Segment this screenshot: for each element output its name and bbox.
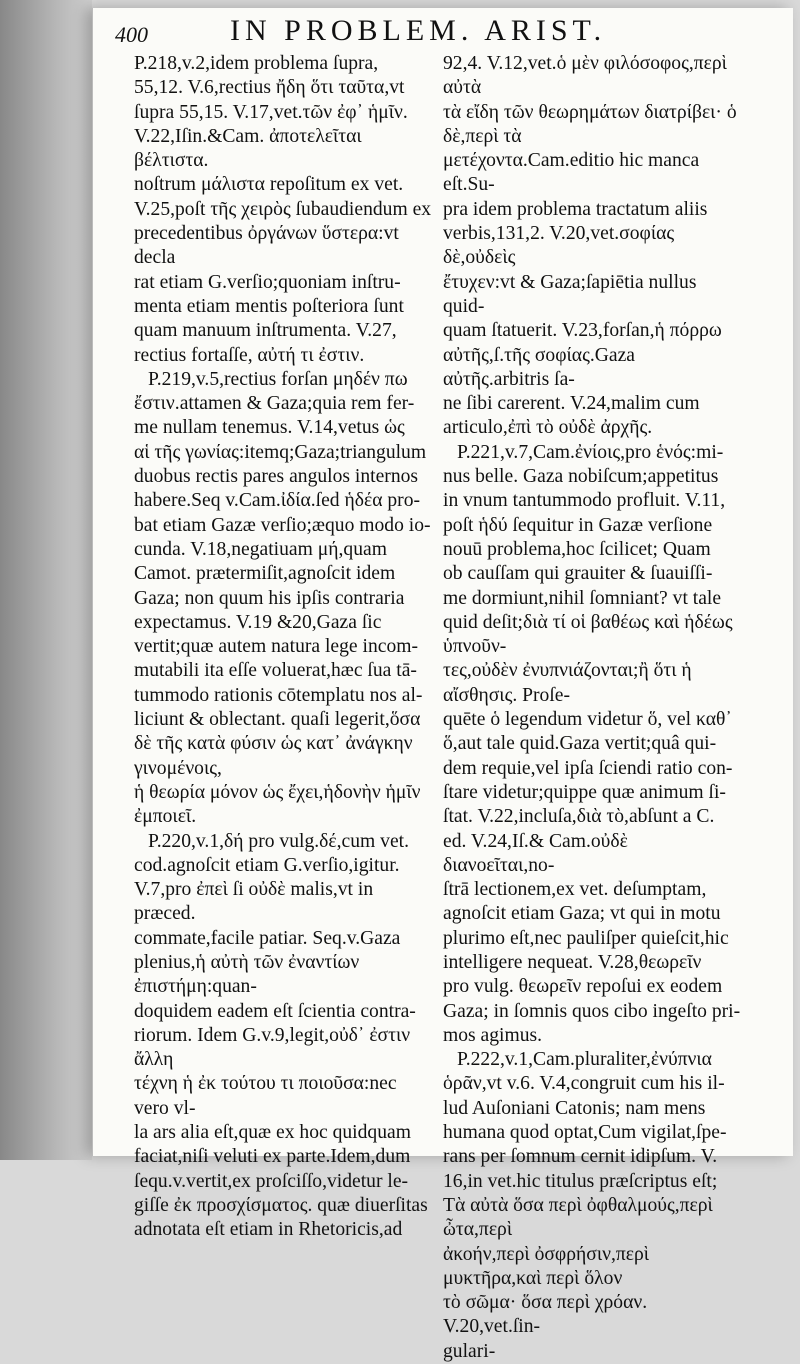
paragraph: P.220,v.1,δή pro vulg.δέ,cum vet. cod.agnoſcit etiam G.verſio,igitur. V.7,pro ἐπεὶ ſi οὐδὲ malis,vt in præced. commate,facile patiar. Seq.v.Gaza plenius,ἡ αὐτὴ τῶν ἐναντίων ἐπιστήμη:quan- doquidem eadem eſt ſcientia contra- riorum. Idem G.v.9,legit,οὐδ᾽ ἐστιν ἄλλη τέχνη ἡ ἐκ τούτου τι ποιοῦσα:nec vero vl- la ars alia eſt,quæ ex hoc quidquam faciat,niſi veluti ex parte.Idem,dum ſequ.v.vertit,ex proſciſſo,videtur le- giſſe ἐκ προσχίσματος. quæ diuerſitas adnotata eſt etiam in Rhetoricis,ad <box>134 830 428 1241</box>
paragraph: P.221,v.7,Cam.ἐνίοις,pro ἑνός:mi- nus belle. Gaza nobiſcum;appetitus in vnum tantummodo profluit. V.11, poſt ἡδύ ſequitur in Gazæ verſione nouū problema,hoc ſcilicet; Quam ob cauſſam qui grauiter & ſuauiſſi- me dormiunt,nihil ſomniant? vt tale quid deſit;διὰ τί οἱ βαθέως καὶ ἡδέως ὑπνοῦν- τες,οὐδὲν ἐνυπνιάζονται;ἢ ὅτι ἡ αἴσθησις. Proſe- quēte ὁ legendum videtur ὅ, vel καθ᾽ ὅ,aut tale quid.Gaza vertit;quâ qui- dem requie,vel ipſa ſciendi ratio con- ſtare videtur;quippe quæ animum ſi- ſtat. V.22,incluſa,διὰ τὸ,abſunt a C. ed. V.24,Iſ.& Cam.οὐδὲ διανοεῖται,no- ſtrā lectionem,ex vet. deſumptam, agnoſcit etiam Gaza; vt qui in motu plurimo eſt,nec pauliſper quieſcit,hic intelligere nequeat. V.28,θεωρεῖν pro vulg. θεωρεῖν repoſui ex eodem Gaza; in ſomnis quos cibo ingeſto pri- mos agimus. <box>443 441 741 1046</box>
right-text-column <box>443 52 741 1364</box>
paragraph: P.222,v.1,Cam.pluraliter,ἐνύπνια ὁρᾶν,vt v.6. V.4,congruit cum his il- lud Auſoniani Catonis; nam mens humana quod optat,Cum vigilat,ſpe- rans per ſomnum cernit idipſum. V. 16,in vet.hic titulus præſcriptus eſt; Τὰ αὐτὰ ὅσα περὶ ὀφθαλμούς,περὶ ὦτα,περὶ ἀκοήν,περὶ ὀσφρήσιν,περὶ μυκτῆρα,καὶ περὶ ὅλον τὸ σῶμα· ὅσα περὶ χρόαν. V.20,vet.ſin- gulari- <box>443 1049 727 1362</box>
page-header <box>115 12 795 52</box>
paragraph: P.219,v.5,rectius forſan μηδέν πω ἔστιν.attamen & Gaza;quia rem fer- me nullam tenemus. V.14,vetus ὡς αἱ τῆς γωνίας:itemq;Gaza;triangulum duobus rectis pares angulos internos habere.Seq v.Cam.ἰδία.ſed ἡδέα pro- bat etiam Gazæ verſio;æquo modo io- cunda. V.18,negatiuam μή,quam Camot. prætermiſit,agnoſcit idem Gaza; non quum his ipſis contraria expectamus. V.19 &20,Gaza ſic vertit;quæ autem natura lege incom- mutabili ita eſſe voluerat,hæc ſua tā- tummodo rationis cōtemplatu nos al- liciunt & oblectant. quaſi legerit,ὅσα δὲ τῆς κατὰ φύσιν ὡς κατ᾽ ἀνάγκην γινομένοις, ἡ θεωρία μόνον ὡς ἔχει,ἡδονὴν ἡμῖν ἐμποιεῖ. <box>134 368 431 828</box>
page-number: 400 <box>115 22 148 47</box>
book-gutter <box>0 0 92 1160</box>
paragraph: 92,4. V.12,vet.ὁ μὲν φιλόσοφος,περὶ αὐτὰ τὰ εἴδη τῶν θεωρημάτων διατρίβει· ὁ δὲ,περὶ τὰ μετέχοντα.Cam.editio hic manca eſt.Su- pra idem problema tractatum aliis verbis,131,2. V.20,vet.σοφίας δὲ,οὐδεὶς ἔτυχεν:vt & Gaza;ſapiētia nullus quid- quam ſtatuerit. V.23,forſan,ἡ πόρρω αὐτῆς,ſ.τῆς σοφίας.Gaza αὐτῆς.arbitris ſa- ne ſibi carerent. V.24,malim cum articulo,ἐπὶ τὸ οὐδὲ ἀρχῆς. <box>443 53 737 439</box>
paragraph: P.218,v.2,idem problema ſupra, 55,12. V.6,rectius ἤδη ὅτι ταῦτα,vt ſupra 55,15. V.17,vet.τῶν ἐφ᾽ ἡμῖν. V.22,Iſin.&Cam. ἀποτελεῖται βέλτιστα. noſtrum μάλιστα repoſitum ex vet. V.25,poſt τῆς χειρὸς ſubaudiendum ex precedentibus ὀργάνων ὕστερα:vt decla rat etiam G.verſio;quoniam inſtru- menta etiam mentis poſteriora ſunt quam manuum inſtrumenta. V.27, rectius fortaſſe, αὐτή τι ἐστιν. <box>134 53 432 366</box>
left-text-column <box>134 52 432 1243</box>
running-title: IN PROBLEM. ARIST. <box>230 14 607 47</box>
